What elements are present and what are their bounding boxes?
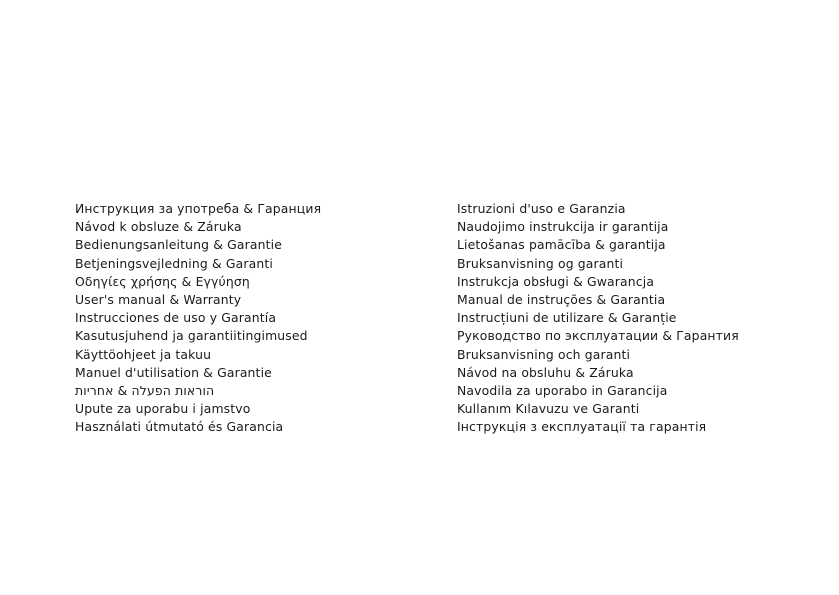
- title-hungarian: Használati útmutató és Garancia: [75, 419, 284, 435]
- title-italian: Istruzioni d'uso e Garanzia: [457, 201, 626, 216]
- title-finnish: Käyttöohjeet ja takuu: [75, 346, 212, 362]
- title-estonian: Kasutusjuhend ja garantiitingimused: [75, 328, 308, 344]
- title-bulgarian: Инструкция за употреба & Гаранция: [75, 201, 322, 216]
- title-croatian: Upute za uporabu i jamstvo: [75, 401, 251, 417]
- title-latvian: Lietošanas pamācība & garantija: [457, 237, 666, 253]
- title-german: Bedienungsanleitung & Garantie: [75, 237, 283, 253]
- title-polish: Instrukcja obsługi & Gwarancja: [457, 273, 655, 289]
- title-slovak: Návod na obsluhu & Záruka: [457, 364, 634, 380]
- title-english: User's manual & Warranty: [75, 291, 242, 307]
- title-swedish: Bruksanvisning och garanti: [457, 346, 631, 362]
- title-lithuanian: Naudojimo instrukcija ir garantija: [457, 219, 669, 235]
- title-danish: Betjeningsvejledning & Garanti: [75, 255, 273, 271]
- title-norwegian: Bruksanvisning og garanti: [457, 255, 624, 271]
- title-slovenian: Navodila za uporabo in Garancija: [457, 382, 668, 398]
- title-czech: Návod k obsluze & Záruka: [75, 219, 242, 235]
- manual-titles-right-column: [457, 200, 827, 436]
- title-hebrew-text: הוראות הפעלה & אחריות: [75, 382, 215, 398]
- title-romanian: Instrucțiuni de utilizare & Garanție: [457, 310, 677, 326]
- title-greek: Οδηγίες χρήσης & Εγγύηση: [75, 273, 250, 289]
- manual-titles-left-column: [75, 200, 435, 436]
- title-french: Manuel d'utilisation & Garantie: [75, 364, 272, 380]
- title-portuguese: Manual de instruções & Garantia: [457, 291, 666, 307]
- title-hebrew: [75, 382, 435, 400]
- title-russian: Руководство по эксплуатации & Гарантия: [457, 328, 739, 344]
- title-spanish: Instrucciones de uso y Garantía: [75, 310, 277, 326]
- title-turkish: Kullanım Kılavuzu ve Garanti: [457, 401, 640, 417]
- title-ukrainian: Інструкція з експлуатації та гарантія: [457, 419, 707, 435]
